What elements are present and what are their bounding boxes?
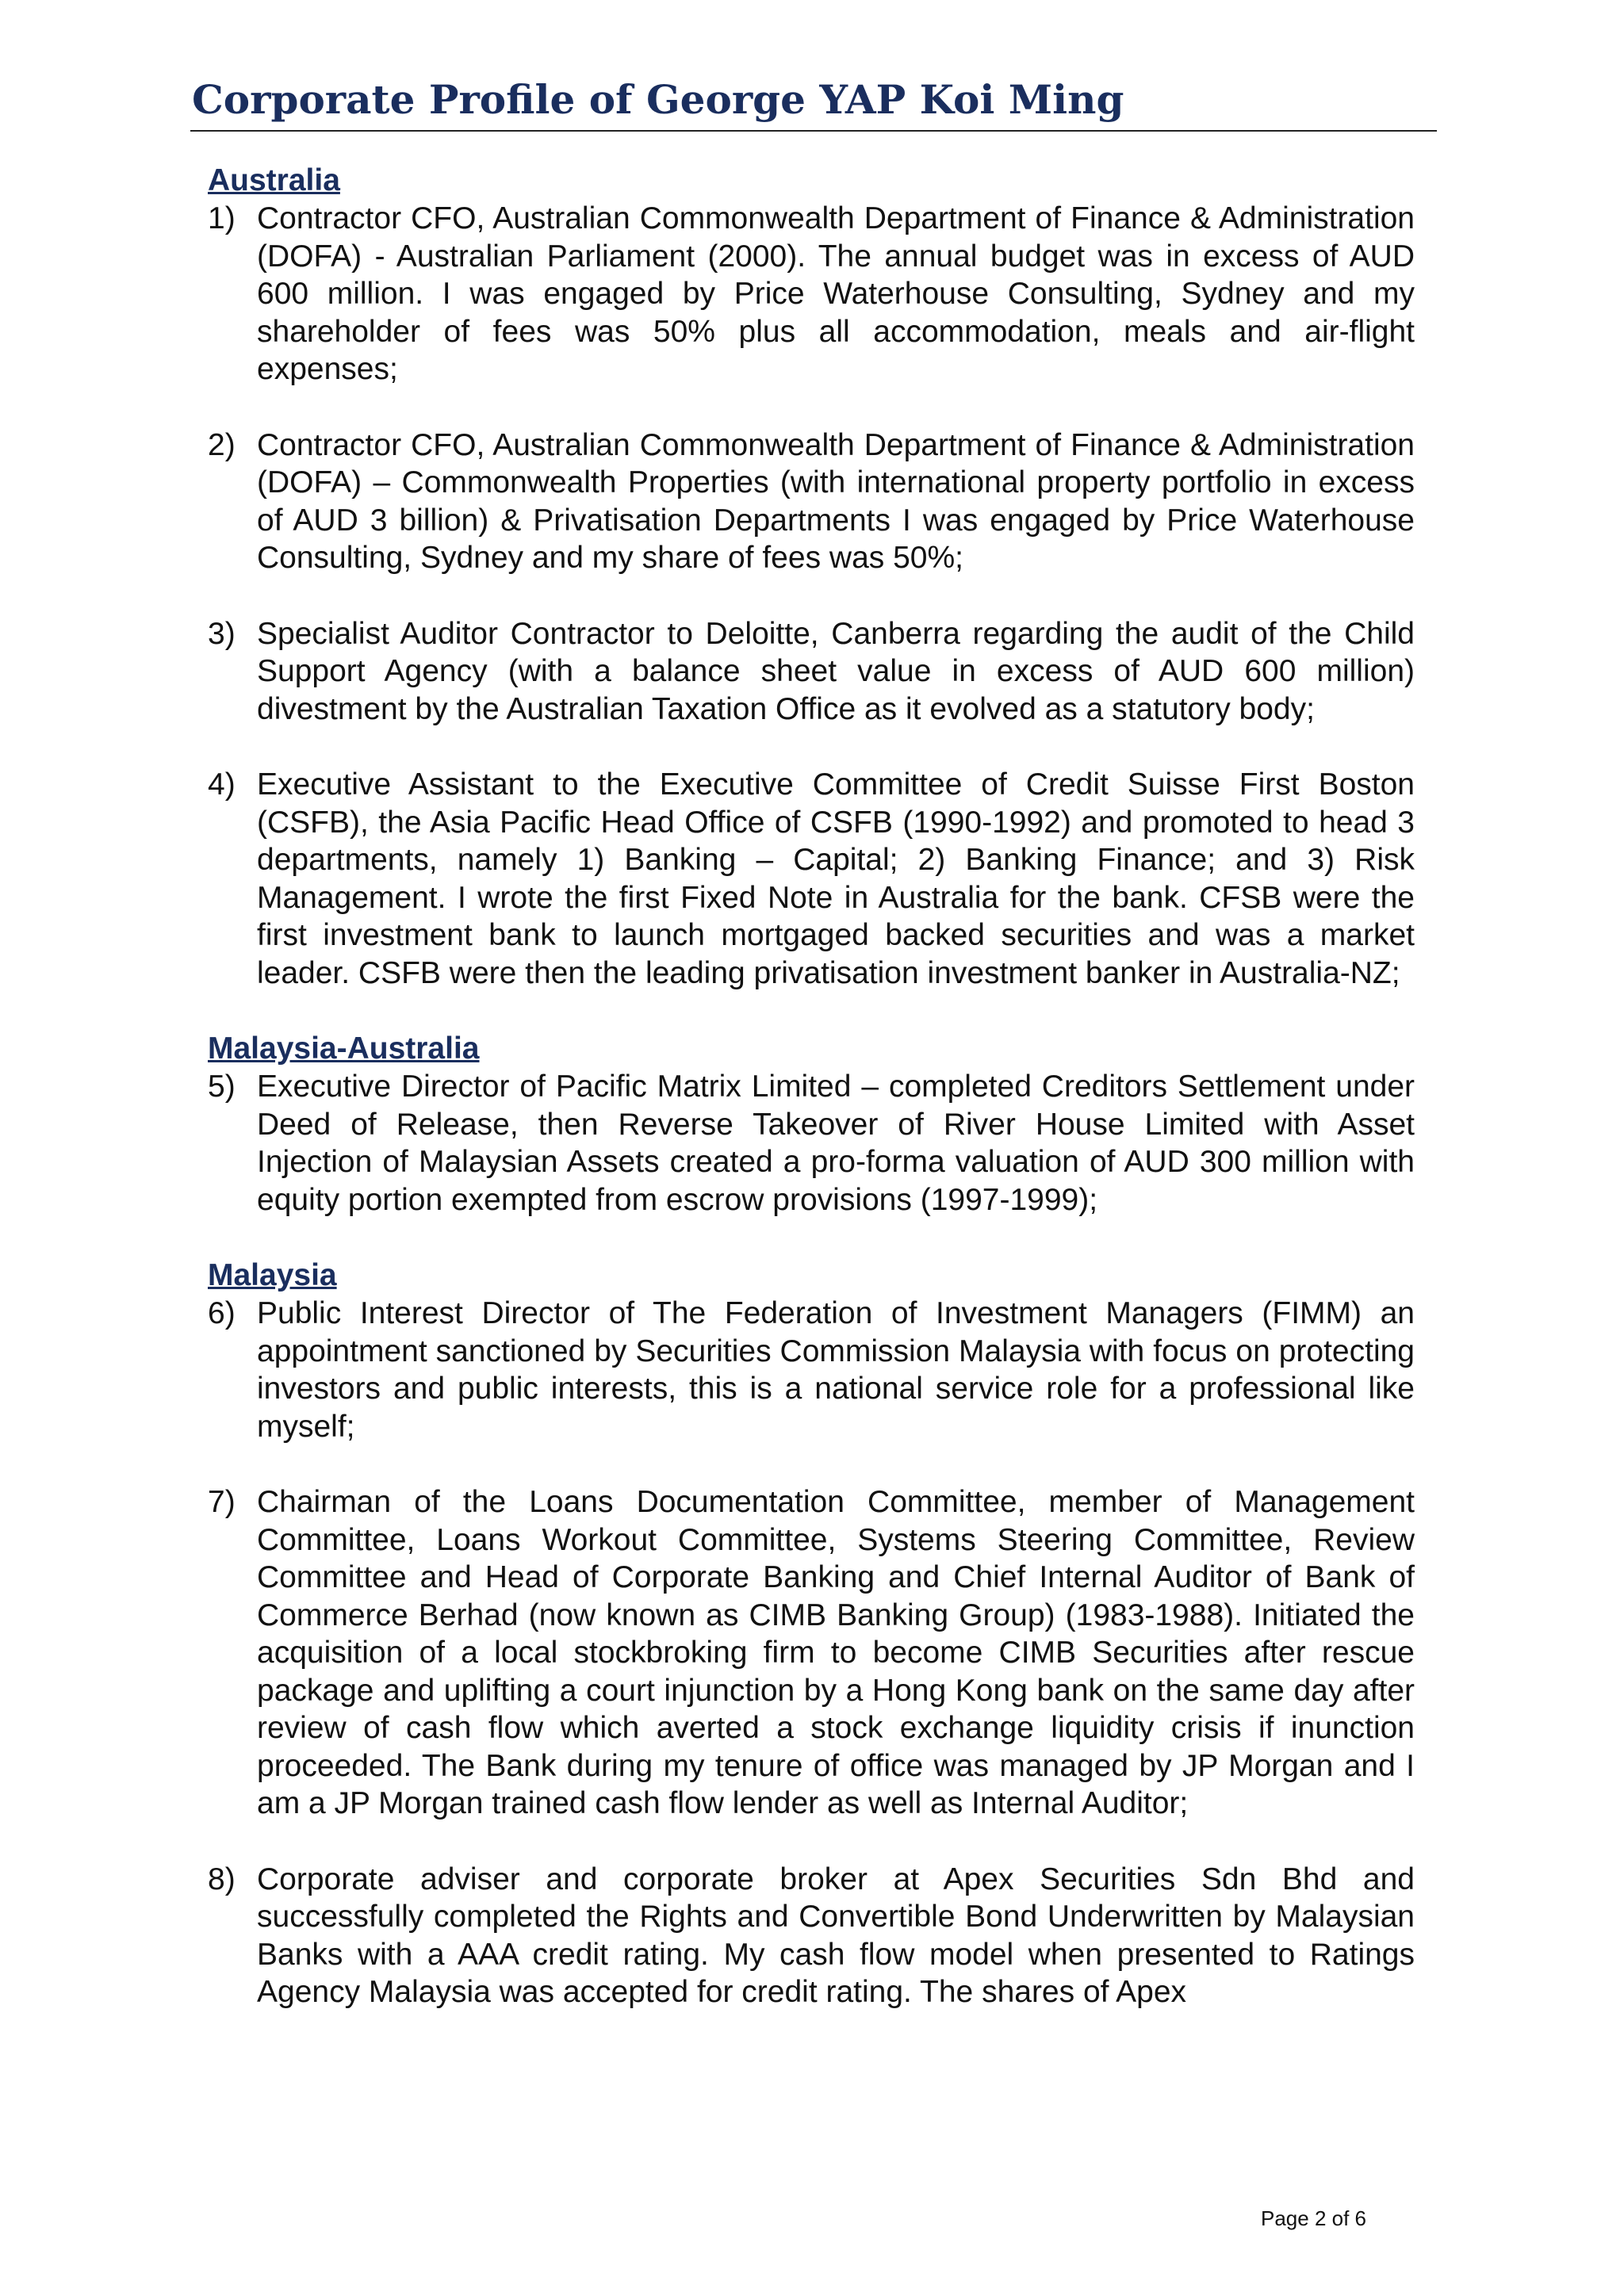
item-number: 3) xyxy=(208,616,236,651)
malaysia-australia-list xyxy=(208,1068,1415,1219)
item-number: 8) xyxy=(208,1862,236,1896)
item-number: 7) xyxy=(208,1485,236,1519)
item-text: Public Interest Director of The Federation of Investment Managers (FIMM) an appointment sanctioned by Securities Commission Malaysia with focus on protecting investors and public interests, this is a national service role for a professional like myself; xyxy=(257,1296,1415,1444)
section-heading-malaysia: Malaysia xyxy=(208,1258,337,1292)
list-item xyxy=(208,615,1415,729)
section-heading-australia: Australia xyxy=(208,163,340,197)
page-title: Corporate Profile of George YAP Koi Ming xyxy=(192,76,1124,123)
list-item xyxy=(208,1295,1415,1445)
item-text: Chairman of the Loans Documentation Committee, member of Management Committee, Loans Workout Committee, Systems Steering Committee, Review Committee and Head of Corporate Banking and Chief Internal Auditor of Bank of Commerce Berhad (now known as CIMB Banking Group) (1983-1988). Initiated the acquisition of a local stockbroking firm to become CIMB Securities after rescue package and uplifting a court injunction by a Hong Kong bank on the same day after review of cash flow which averted a stock exchange liquidity crisis if inunction proceeded. The Bank during my tenure of office was managed by JP Morgan and I am a JP Morgan trained cash flow lender as well as Internal Auditor; xyxy=(257,1485,1415,1820)
item-number: 5) xyxy=(208,1070,236,1104)
list-item xyxy=(208,427,1415,577)
item-text: Executive Assistant to the Executive Committee of Credit Suisse First Boston (CSFB), the Asia Pacific Head Office of CSFB (1990-1992) and promoted to head 3 departments, namely 1) Banking – Capital; 2) Banking Finance; and 3) Risk Management. I wrote the first Fixed Note in Australia for the bank. CFSB were the first investment bank to launch mortgaged backed securities and was a market leader. CSFB were then the leading privatisation investment banker in Australia-NZ; xyxy=(257,767,1415,990)
item-text: Specialist Auditor Contractor to Deloitte, Canberra regarding the audit of the Child Support Agency (with a balance sheet value in excess of AUD 600 million) divestment by the Australian Taxation Office as it evolved as a statutory body; xyxy=(257,616,1415,726)
page-number: Page 2 of 6 xyxy=(1261,2206,1366,2230)
section-heading-malaysia-australia: Malaysia-Australia xyxy=(208,1031,480,1066)
item-text: Contractor CFO, Australian Commonwealth Department of Finance & Administration (DOFA) – Commonwealth Properties (with international property portfolio in excess of AUD 3 billion) & Privatisation Departments I was engaged by Price Waterhouse Consulting, Sydney and my share of fees was 50%; xyxy=(257,427,1415,575)
list-item xyxy=(208,766,1415,992)
list-item xyxy=(208,1861,1415,2011)
australia-list xyxy=(208,200,1415,992)
document-body xyxy=(208,162,1415,2011)
malaysia-list xyxy=(208,1295,1415,2011)
item-number: 2) xyxy=(208,427,236,462)
list-item xyxy=(208,1068,1415,1219)
item-text: Executive Director of Pacific Matrix Limited – completed Creditors Settlement under Deed of Release, then Reverse Takeover of River House Limited with Asset Injection of Malaysian Assets created a pro-forma valuation of AUD 300 million with equity portion exempted from escrow provisions (1997-1999); xyxy=(257,1070,1415,1217)
page-header xyxy=(190,73,1437,132)
item-number: 6) xyxy=(208,1296,236,1330)
list-item xyxy=(208,1483,1415,1823)
item-text: Corporate adviser and corporate broker at Apex Securities Sdn Bhd and successfully completed the Rights and Convertible Bond Underwritten by Malaysian Banks with a AAA credit rating. My cash flow model when presented to Ratings Agency Malaysia was accepted for credit rating. The shares of Apex xyxy=(257,1862,1415,2009)
item-number: 1) xyxy=(208,201,236,235)
item-text: Contractor CFO, Australian Commonwealth Department of Finance & Administration (DOFA) - Australian Parliament (2000). The annual budget was in excess of AUD 600 million. I was engaged by Price Waterhouse Consulting, Sydney and my shareholder of fees was 50% plus all accommodation, meals and air-flight expenses; xyxy=(257,201,1415,386)
list-item xyxy=(208,200,1415,388)
item-number: 4) xyxy=(208,767,236,802)
